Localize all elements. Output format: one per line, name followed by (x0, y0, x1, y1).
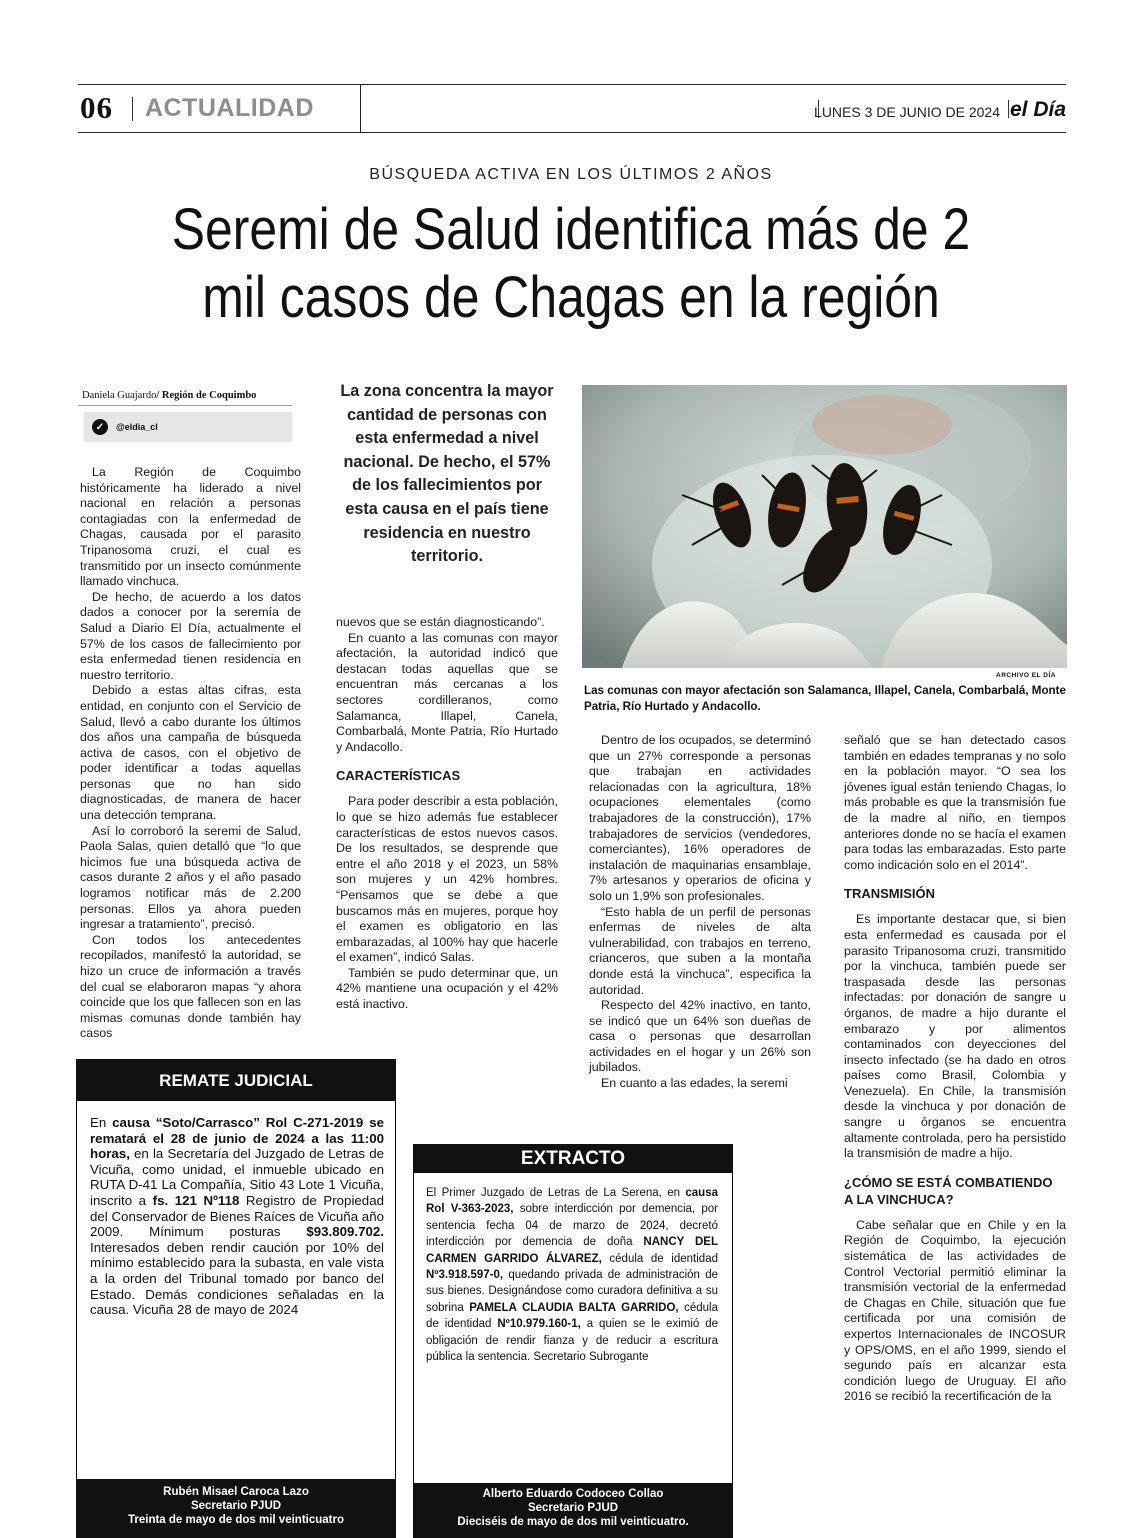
remate-bold: fs. 121 Nº118 (152, 1192, 240, 1208)
header-divider (360, 84, 361, 133)
headline-line: Seremi de Salud identifica más de 2 (171, 197, 971, 262)
remate-text: en la Secretaría del Juzgado de Letras de Vicuña, como unidad, el inmueble ubicado en RUTA D-41 La Compañía, Sitio 43 Lote 1 Vicuña, inscrito a (90, 1146, 384, 1208)
extracto-notice (413, 1144, 733, 1538)
extracto-body (414, 1173, 732, 1365)
header-separator (132, 97, 133, 121)
social-handle: @eldia_cl (116, 422, 158, 432)
remate-judicial-notice (76, 1059, 396, 1538)
newspaper-logo: el Día (1009, 98, 1066, 121)
extracto-text: El Primer Juzgado de Letras de La Serena, en (426, 1187, 686, 1199)
paragraph: Dentro de los ocupados, se determinó que un 27% corresponde a personas que trabajan en actividades relacionadas con la agricultura, 18% ocupaciones elementales (como trabajadores de la construcción), 17% trabajadores de servicios (vendedores, comerciantes), 16% operadores de instalación de maquinarias ensamblaje, 7% artesanos y operarios de oficina y solo un 1,9% son profesionales. (589, 733, 811, 903)
article-column-1 (80, 465, 301, 1042)
paragraph: De hecho, de acuerdo a los datos dados a conocer por la seremía de Salud a Diario El Día, actualmente el 57% de los casos de fallecimiento por esta enfermedad tienen residencia en nuestro territorio. (80, 589, 301, 682)
remate-body (77, 1101, 395, 1318)
extracto-text: cédula de identidad (601, 1252, 718, 1265)
subhead-transmision: TRANSMISIÓN (844, 886, 935, 902)
extracto-text: sobre interdicción por demencia, por sentencia fecha 04 de marzo de 2024, decretó interdicción por demencia de doña (426, 1203, 718, 1249)
extracto-bold: Nº3.918.597-0, (426, 1269, 504, 1282)
article-photo (582, 385, 1067, 668)
remate-signature (77, 1479, 395, 1537)
extracto-bold: causa Rol V-363-2023, (426, 1187, 718, 1216)
paragraph: En cuanto a las edades, la seremi (601, 1076, 788, 1091)
twitter-icon: ✓ (92, 419, 108, 435)
paragraph: Con todos los antecedentes recopilados, manifestó la autoridad, se hizo un cruce de información a través del cual se elaboraron mapas “y ahora coincide que los que fallecen son en las mismas comunas donde también hay casos (80, 932, 301, 1041)
extracto-bold: Nº10.979.160-1, (497, 1318, 581, 1331)
signer-role: Secretario PJUD (527, 1502, 619, 1514)
issue-date: LUNES 3 DE JUNIO DE 2024 (814, 104, 1000, 120)
signature-date: Dieciséis de mayo de dos mil veinticuatro. (457, 1516, 689, 1528)
vinchuca-insects-photo (582, 385, 1067, 668)
paragraph: Cabe señalar que en Chile y en la Región de Coquimbo, la ejecución sistemática de las actividades de Control Vectorial permitió eliminar la transmisión vectorial de la enfermedad de Chagas en Chile, situación que fue certificada por una comisión de expertos Internacionales de INCOSUR y OPS/OMS, en el año 1999, siendo el segundo país en alcanzar esta condición luego de Uruguay. El año 2016 se recibió la recertificación de la (844, 1217, 1066, 1404)
remate-bold: causa “Soto/Carrasco” Rol C-271-2019 se rematará el 28 de junio de 2024 a las 11:00 horas, (90, 1115, 384, 1162)
paragraph: Debido a estas altas cifras, esta entidad, en conjunto con el Servicio de Salud, llevó a cabo durante los últimos dos años una campaña de búsqueda activa de casos, con el objetivo de poder identificar a todas aquellas personas que no han sido diagnosticadas, de manera de hacer una detección temprana. (80, 683, 301, 823)
extracto-text: cédula de identidad (426, 1301, 718, 1331)
header-top-rule (78, 84, 1066, 85)
subhead-combatiendo (844, 1174, 1066, 1208)
paragraph: nuevos que se están diagnosticando”. (336, 615, 545, 629)
photo-credit: ARCHIVO EL DÍA (996, 672, 1056, 679)
paragraph: Respecto del 42% inactivo, en tanto, se indicó que un 64% son dueñas de casa o personas que desarrollan actividades en el hogar y un 26% son jubilados. (589, 998, 811, 1075)
pull-quote: La zona concentra la mayor cantidad de personas con esta enfermedad a nivel nacional. De hecho, el 57% de los fallecimientos por esta causa en el país tiene residencia en nuestro territorio. (340, 382, 554, 566)
article-column-2 (336, 615, 558, 1013)
extracto-signature (414, 1483, 732, 1537)
article-column-3 (589, 733, 811, 1092)
social-handle-row (84, 412, 292, 442)
section-title: ACTUALIDAD (145, 94, 314, 122)
header-bottom-rule (78, 132, 1066, 133)
paragraph: También se pudo determinar que, un 42% mantiene una ocupación y el 42% está inactivo. (336, 965, 558, 1012)
paragraph: “Esto habla de un perfil de personas enfermas de niveles de alta vulnerabilidad, con trabajos en terreno, crianceros, que suben a la montaña donde está la vinchuca”, especifica la autoridad. (589, 904, 811, 997)
article-column-4 (844, 733, 1066, 1405)
remate-text: Registro de Propiedad del Conservador de Bienes Raíces de Vicuña año 2009. Mínimum posturas (90, 1192, 384, 1240)
author-location: Región de Coquimbo (161, 390, 257, 401)
byline: Daniela Guajardo/ Región de Coquimbo (78, 384, 292, 406)
extracto-bold: NANCY DEL CARMEN GARRIDO ÁLVAREZ, (426, 1236, 718, 1265)
paragraph: Es importante destacar que, si bien esta enfermedad es causada por el parasito Tripanosoma cruzi, transmitido por la vinchuca, también puede ser traspasada desde las personas infectadas: por donación de sangre u órganos, de madre a hijo durante el embarazo y por alimentos contaminados con deyecciones del insecto infectado (se ha dado en otros países como Brasil, Colombia y Venezuela). En Chile, la transmisión desde la vinchuca y por donación de sangre u órganos se encuentra altamente controlada, pero ha persistido la transmisión de madre a hijo. (844, 912, 1066, 1161)
signature-date: Treinta de mayo de dos mil veinticuatro (127, 1514, 344, 1526)
remate-bold: $93.809.702. (306, 1224, 384, 1240)
signer-name: Alberto Eduardo Codoceo Collao (482, 1488, 664, 1500)
remate-text: En (90, 1115, 113, 1130)
signer-role: Secretario PJUD (190, 1500, 282, 1512)
paragraph: En cuanto a las comunas con mayor afectación, la autoridad indicó que destacan todas aquellas que se encuentran más cercanas a los sectores cordilleranos, como Salamanca, Illapel, Canela, Combarbalá, Monte Patria, Río Hurtado y Andacollo. (336, 630, 558, 754)
paragraph: Para poder describir a esta población, lo que se hizo además fue establecer características de estos nuevos casos. De los resultados, se desprende que entre el año 2018 y el 2023, un 58% son mujeres y un 42% hombres. “Pensamos que se debe a que buscamos más en mujeres, porque hoy el examen es obligatorio en las embarazadas, al 100% hay que hacerle el examen”, indicó Salas. (336, 794, 558, 965)
remate-text: Interesados deben rendir caución por 10% del mínimo establecido para la subasta, en vale vista a la orden del Tribunal tomado por banco del Estado. Demás condiciones señaladas en la causa. Vicuña 28 de mayo de 2024 (90, 1239, 384, 1318)
subhead-line: ¿CÓMO SE ESTÁ COMBATIENDO (844, 1174, 1053, 1190)
paragraph: La Región de Coquimbo históricamente ha liderado a nivel nacional en relación a personas contagiadas con la enfermedad de Chagas, causada por el parasito Tripanosoma cruzi, el cual es transmitido por un insecto comúnmente llamado vinchuca. (80, 465, 301, 589)
extracto-title: EXTRACTO (414, 1145, 732, 1173)
author-name: Daniela Guajardo (82, 390, 157, 401)
photo-caption: Las comunas con mayor afectación son Salamanca, Illapel, Canela, Combarbalá, Monte Patria, Río Hurtado y Andacollo. (584, 684, 1066, 713)
subhead-caracteristicas: CARACTERÍSTICAS (336, 768, 461, 784)
paragraph: Así lo corroboró la seremi de Salud, Paola Salas, quien detalló que “lo que hicimos fue una búsqueda activa de casos durante 2 años y el año pasado logramos notificar más de 2.200 personas. Ellos ya ahora pueden ingresar a tratamiento”, precisó. (80, 823, 301, 932)
brand-separator (1008, 100, 1009, 118)
extracto-text: quedando privada de administración de sus bienes. Designándose como curadora definitiva a su sobrina (426, 1269, 718, 1314)
byline-box (78, 384, 292, 448)
page-number: 06 (80, 90, 113, 125)
article-headline (132, 196, 1011, 332)
headline-line: mil casos de Chagas en la región (202, 265, 940, 330)
paragraph: señaló que se han detectado casos también en edades tempranas y no solo en la población mayor. “O sea los jóvenes igual están teniendo Chagas, lo más probable es que la transmisión fue de la madre al niño, en tiempos anteriores donde no se hacía el examen para todas las embarazadas. Esto parte como indicación solo en el 2014”. (844, 733, 1066, 872)
article-kicker: BÚSQUEDA ACTIVA EN LOS ÚLTIMOS 2 AÑOS (369, 166, 773, 183)
extracto-text: a quien se le eximió de obligación de rendir fianza y de reducir a escritura pública la sentencia. Secretario Subrogante (426, 1318, 718, 1364)
signer-name: Rubén Misael Caroca Lazo (163, 1486, 309, 1498)
subhead-line: A LA VINCHUCA? (844, 1191, 954, 1207)
remate-title: REMATE JUDICIAL (77, 1060, 395, 1101)
extracto-bold: PAMELA CLAUDIA BALTA GARRIDO, (469, 1301, 679, 1314)
